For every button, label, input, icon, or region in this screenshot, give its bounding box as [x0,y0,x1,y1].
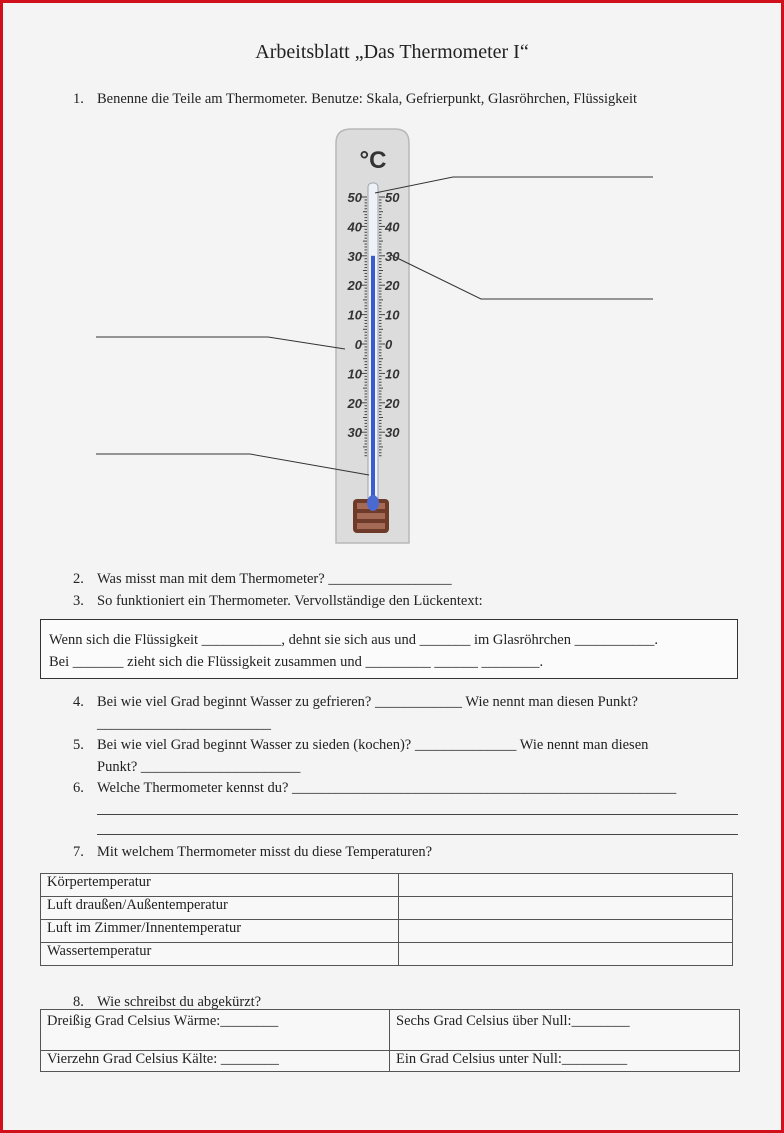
scale-label-right: 30 [385,248,400,264]
question-number: 8. [73,994,84,1010]
scale-label-left: 0 [354,337,362,352]
answer-line[interactable] [97,814,738,815]
answer-line[interactable] [97,834,738,835]
scale-label-right: 10 [385,366,400,382]
question-number: 6. [73,780,84,796]
table-cell[interactable]: Dreißig Grad Celsius Wärme:________ [41,1010,390,1051]
label-line-scale [391,255,653,299]
scale-label-left: 30 [347,425,362,441]
thermometer-table [40,873,733,966]
question-5-answer-line[interactable]: Punkt? ______________________ [97,759,301,775]
question-number: 4. [73,694,84,710]
table-cell[interactable]: Sechs Grad Celsius über Null:________ [390,1010,740,1051]
scale-label-right: 0 [385,337,393,352]
question-text[interactable]: Bei wie viel Grad beginnt Wasser zu sieden (kochen)? ______________ Wie nennt man diesen [97,737,649,753]
scale-label-right: 20 [385,395,400,411]
table-row [41,943,733,966]
scale-label-right: 40 [385,219,400,235]
label-line-freezing [96,337,345,349]
table-cell[interactable]: Vierzehn Grad Celsius Kälte: ________ [41,1051,390,1072]
label-line-liquid [96,454,369,475]
scale-label-right: 10 [385,307,400,323]
scale-label-left: 50 [347,190,362,205]
scale-label-left: 20 [347,395,362,411]
scale-right [384,190,400,440]
question-text[interactable]: Bei wie viel Grad beginnt Wasser zu gefrieren? ____________ Wie nennt man diesen Punkt? [97,694,638,710]
table-row [41,1051,740,1072]
liquid-column [371,256,375,503]
scale-left [347,190,363,440]
table-cell-label: Körpertemperatur [41,874,399,897]
cloze-line-2[interactable]: Bei _______ zieht sich die Flüssigkeit zusammen und _________ ______ ________. [49,654,544,670]
scale-label-left: 10 [347,307,362,323]
question-text: So funktioniert ein Thermometer. Vervollständige den Lückentext: [97,593,483,609]
question-number: 2. [73,571,84,587]
question-number: 1. [73,91,84,107]
question-text[interactable]: Was misst man mit dem Thermometer? _________________ [97,571,452,587]
question-number: 5. [73,737,84,753]
scale-label-left: 20 [347,278,362,294]
table-cell-label: Luft draußen/Außentemperatur [41,897,399,920]
scale-label-left: 10 [347,366,362,382]
cloze-box[interactable] [40,619,738,679]
abbreviation-table [40,1009,740,1072]
scale-label-left: 30 [347,248,362,264]
question-number: 7. [73,844,84,860]
scale-label-left: 40 [347,219,362,235]
table-row [41,1010,740,1051]
table-cell-label: Luft im Zimmer/Innentemperatur [41,920,399,943]
table-cell-answer[interactable] [399,943,733,966]
scale-label-right: 50 [385,190,400,205]
table-row [41,920,733,943]
question-text: Benenne die Teile am Thermometer. Benutze: Skala, Gefrierpunkt, Glasröhrchen, Flüssigkeit [97,91,638,107]
bulb [367,495,379,511]
table-cell[interactable]: Ein Grad Celsius unter Null:_________ [390,1051,740,1072]
scale-label-right: 30 [385,425,400,441]
page-title: Arbeitsblatt „Das Thermometer I“ [255,41,529,63]
table-cell-answer[interactable] [399,897,733,920]
label-line-tube [375,177,653,193]
question-4-answer-line[interactable]: ________________________ [97,716,271,732]
table-row [41,897,733,920]
table-cell-answer[interactable] [399,874,733,897]
scale-label-right: 20 [385,278,400,294]
table-cell-answer[interactable] [399,920,733,943]
unit-label: °C [359,147,387,174]
thermometer-illustration [3,3,781,563]
question-text: Wie schreibst du abgekürzt? [97,994,262,1010]
question-text[interactable]: Welche Thermometer kennst du? _____________________________________________________ [97,780,677,796]
table-row [41,874,733,897]
question-text: Mit welchem Thermometer misst du diese Temperaturen? [97,844,433,860]
table-cell-label: Wassertemperatur [41,943,399,966]
question-number: 3. [73,593,84,609]
cloze-line-1[interactable]: Wenn sich die Flüssigkeit ___________, dehnt sie sich aus und _______ im Glasröhrchen ___________. [49,632,658,648]
